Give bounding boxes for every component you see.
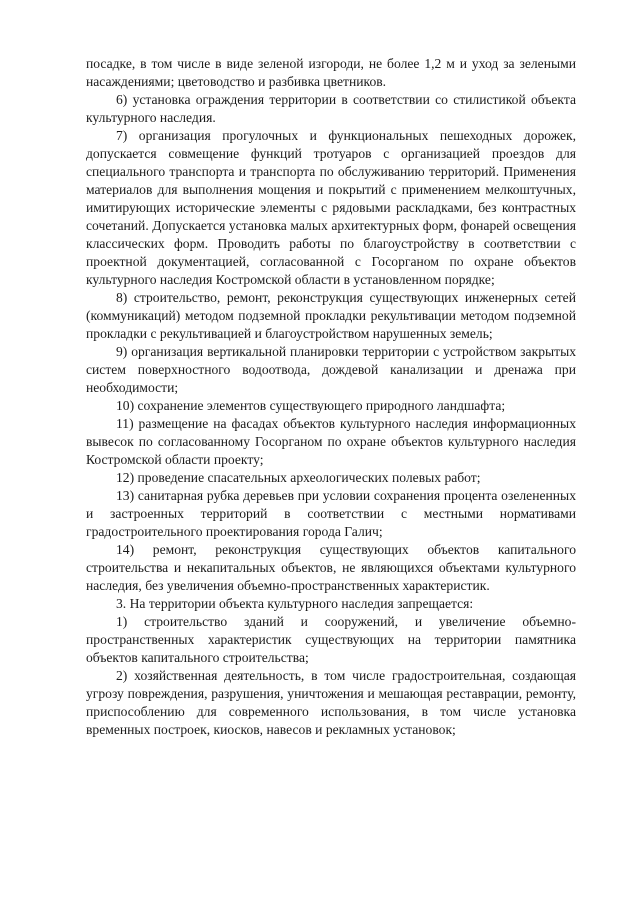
paragraph-item-14: 14) ремонт, реконструкция существующих объектов капитального строительства и некапитальных объектов, не являющихся объектами культурного наследия, без увеличения объемно-пространственных характеристик. xyxy=(86,542,576,593)
section-heading-3: 3. На территории объекта культурного наследия запрещается: xyxy=(116,596,474,611)
paragraph-item-7: 7) организация прогулочных и функциональных пешеходных дорожек, допускается совмещение функций тротуаров с организацией проездов для специального транспорта и транспорта по обслуживанию территорий. Применения материалов для выполнения мощения и покрытий с применением мелкоштучных, имитирующих исторические элементы с рядовыми раскладками, без контрастных сочетаний. Допускается установка малых архитектурных форм, фонарей освещения классических форм. Проводить работы по благоустройству в соответствии с проектной документацией, согласованной с Госорганом по охране объектов культурного наследия Костромской области в установленном порядке; xyxy=(86,128,576,287)
paragraph-item-8: 8) строительство, ремонт, реконструкция существующих инженерных сетей (коммуникаций) методом подземной прокладки рекультивации методом подземной прокладки с рекультивацией и благоустройством нарушенных земель; xyxy=(86,290,576,341)
paragraph-item-9: 9) организация вертикальной планировки территории с устройством закрытых систем поверхностного водоотвода, дождевой канализации и дренажа при необходимости; xyxy=(86,344,576,395)
prohibited-item-2: 2) хозяйственная деятельность, в том числе градостроительная, создающая угрозу повреждения, разрушения, уничтожения и мешающая реставрации, ремонту, приспособлению для современного использования, в том числе установка временных построек, киосков, навесов и рекламных установок; xyxy=(86,668,576,737)
prohibited-item-1: 1) строительство зданий и сооружений, и увеличение объемно-пространственных характеристик существующих на территории памятника объектов капитального строительства; xyxy=(86,614,576,665)
paragraph-item-11: 11) размещение на фасадах объектов культурного наследия информационных вывесок по согласованному Госорганом по охране объектов культурного наследия Костромской области проекту; xyxy=(86,416,576,467)
paragraph-item-10: 10) сохранение элементов существующего природного ландшафта; xyxy=(116,398,506,413)
paragraph-item-6: 6) установка ограждения территории в соответствии со стилистикой объекта культурного наследия. xyxy=(86,92,576,125)
paragraph-item-12: 12) проведение спасательных археологических полевых работ; xyxy=(116,470,481,485)
paragraph-continuation: посадке, в том числе в виде зеленой изгороди, не более 1,2 м и уход за зелеными насаждениями; цветоводство и разбивка цветников. xyxy=(86,56,576,89)
document-page xyxy=(86,55,576,739)
paragraph-item-13: 13) санитарная рубка деревьев при условии сохранения процента озелененных и застроенных территорий в соответствии с местными нормативами градостроительного проектирования города Галич; xyxy=(86,488,576,539)
